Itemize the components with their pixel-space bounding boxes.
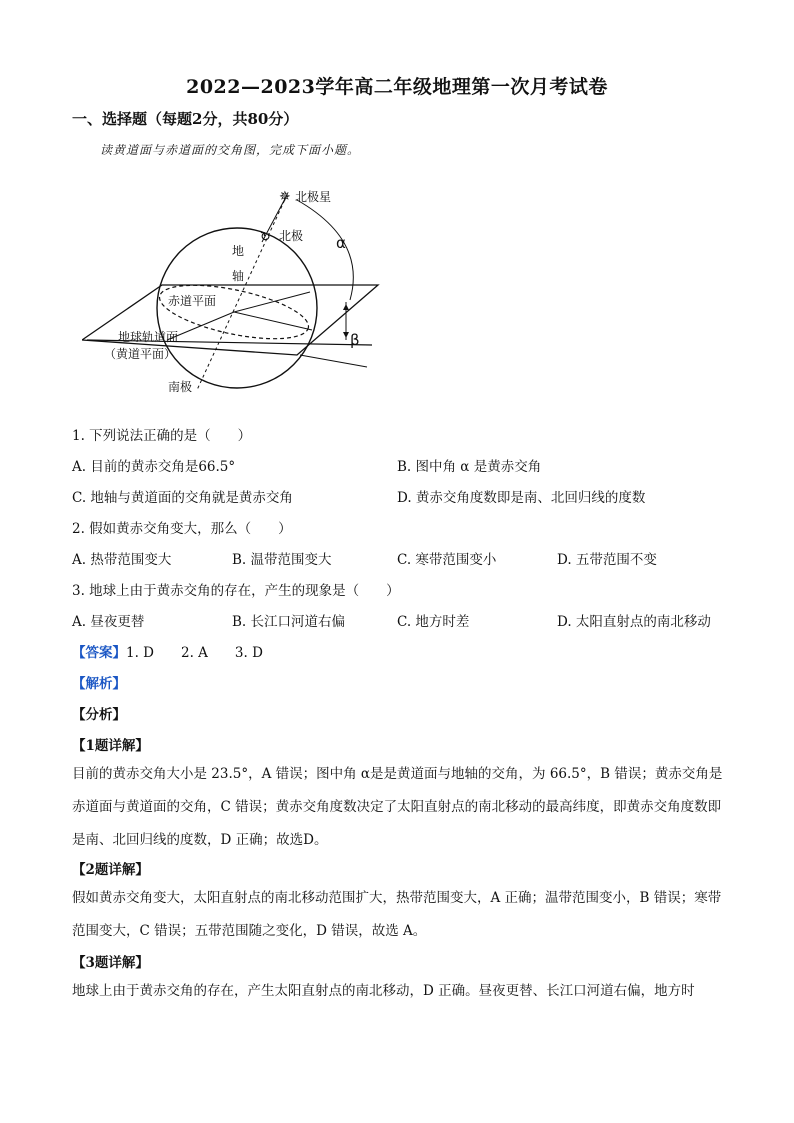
detail-3-tag: 【3题详解】 — [72, 955, 149, 971]
question-1-option-d[interactable]: D. 黄赤交角度数即是南、北回归线的度数 — [397, 490, 646, 506]
question-1-option-a[interactable]: A. 目前的黄赤交角是66.5° — [72, 459, 236, 475]
answer-tag: 【答案】 — [72, 645, 126, 661]
rotation-arrow-icon: ↻ — [260, 230, 271, 245]
question-2-option-a[interactable]: A. 热带范围变大 — [72, 552, 172, 568]
question-2-stem: 2. 假如黄赤交角变大，那么（ ） — [72, 521, 292, 537]
beta-label: β — [350, 331, 360, 349]
south-pole-label: 南极 — [168, 380, 193, 394]
ecliptic-plane-label: （黄道平面） — [104, 347, 177, 361]
axis-label-2: 轴 — [232, 269, 245, 283]
star-icon: ✵ — [279, 189, 291, 205]
detail-1-text: 目前的黄赤交角大小是 23.5°，A 错误；图中角 α是是黄道面与地轴的交角，为 66.5°，B 错误；黄赤交角是赤道面与黄道面的交角，C 错误；黄赤交角度数决定了太阳直射点的南北移动的最高纬度，即黄赤交角度数即是南、北回归线的度数，D 正确；故选D。 — [72, 766, 723, 848]
orbit-plane-label: 地球轨道面 — [118, 330, 179, 344]
question-3-option-b[interactable]: B. 长江口河道右偏 — [232, 614, 346, 630]
question-3-stem: 3. 地球上由于黄赤交角的存在，产生的现象是（ ） — [72, 583, 400, 599]
question-3-option-c[interactable]: C. 地方时差 — [397, 614, 470, 630]
reading-instruction: 读黄道面与赤道面的交角图，完成下面小题。 — [100, 143, 361, 157]
section-heading: 一、选择题（每题2分，共80分） — [72, 110, 299, 128]
axis-label-1: 地 — [232, 244, 245, 258]
question-1-option-c[interactable]: C. 地轴与黄道面的交角就是黄赤交角 — [72, 490, 293, 506]
page-title: 2022—2023学年高二年级地理第一次月考试卷 — [186, 76, 608, 98]
alpha-label: α — [336, 234, 346, 252]
polaris-label: 北极星 — [295, 190, 332, 204]
question-2-option-b[interactable]: B. 温带范围变大 — [232, 552, 332, 568]
detail-2-tag: 【2题详解】 — [72, 862, 149, 878]
question-2-option-d[interactable]: D. 五带范围不变 — [557, 552, 657, 568]
question-3-option-a[interactable]: A. 昼夜更替 — [72, 614, 145, 630]
question-3-option-d[interactable]: D. 太阳直射点的南北移动 — [557, 614, 711, 630]
earth-axis — [197, 195, 287, 390]
explanation-tag: 【解析】 — [72, 676, 126, 692]
ecliptic-equator-diagram — [82, 180, 392, 400]
question-1-stem: 1. 下列说法正确的是（ ） — [72, 428, 252, 444]
answer-text: 1. D 2. A 3. D — [126, 645, 263, 661]
detail-1-tag: 【1题详解】 — [72, 738, 149, 754]
answer-line — [72, 641, 263, 661]
question-1-option-b[interactable]: B. 图中角 α 是黄赤交角 — [397, 459, 542, 475]
north-pole-label: 北极 — [279, 229, 304, 243]
detail-3-text: 地球上由于黄赤交角的存在，产生太阳直射点的南北移动，D 正确。昼夜更替、长江口河道右偏，地方时 — [72, 983, 695, 999]
detail-2-text: 假如黄赤交角变大，太阳直射点的南北移动范围扩大，热带范围变大，A 正确；温带范围变小，B 错误；寒带范围变大，C 错误；五带范围随之变化，D 错误，故选 A。 — [72, 890, 722, 939]
analysis-tag: 【分析】 — [72, 707, 126, 723]
equator-plane-label: 赤道平面 — [168, 294, 217, 308]
question-2-option-c[interactable]: C. 寒带范围变小 — [397, 552, 497, 568]
